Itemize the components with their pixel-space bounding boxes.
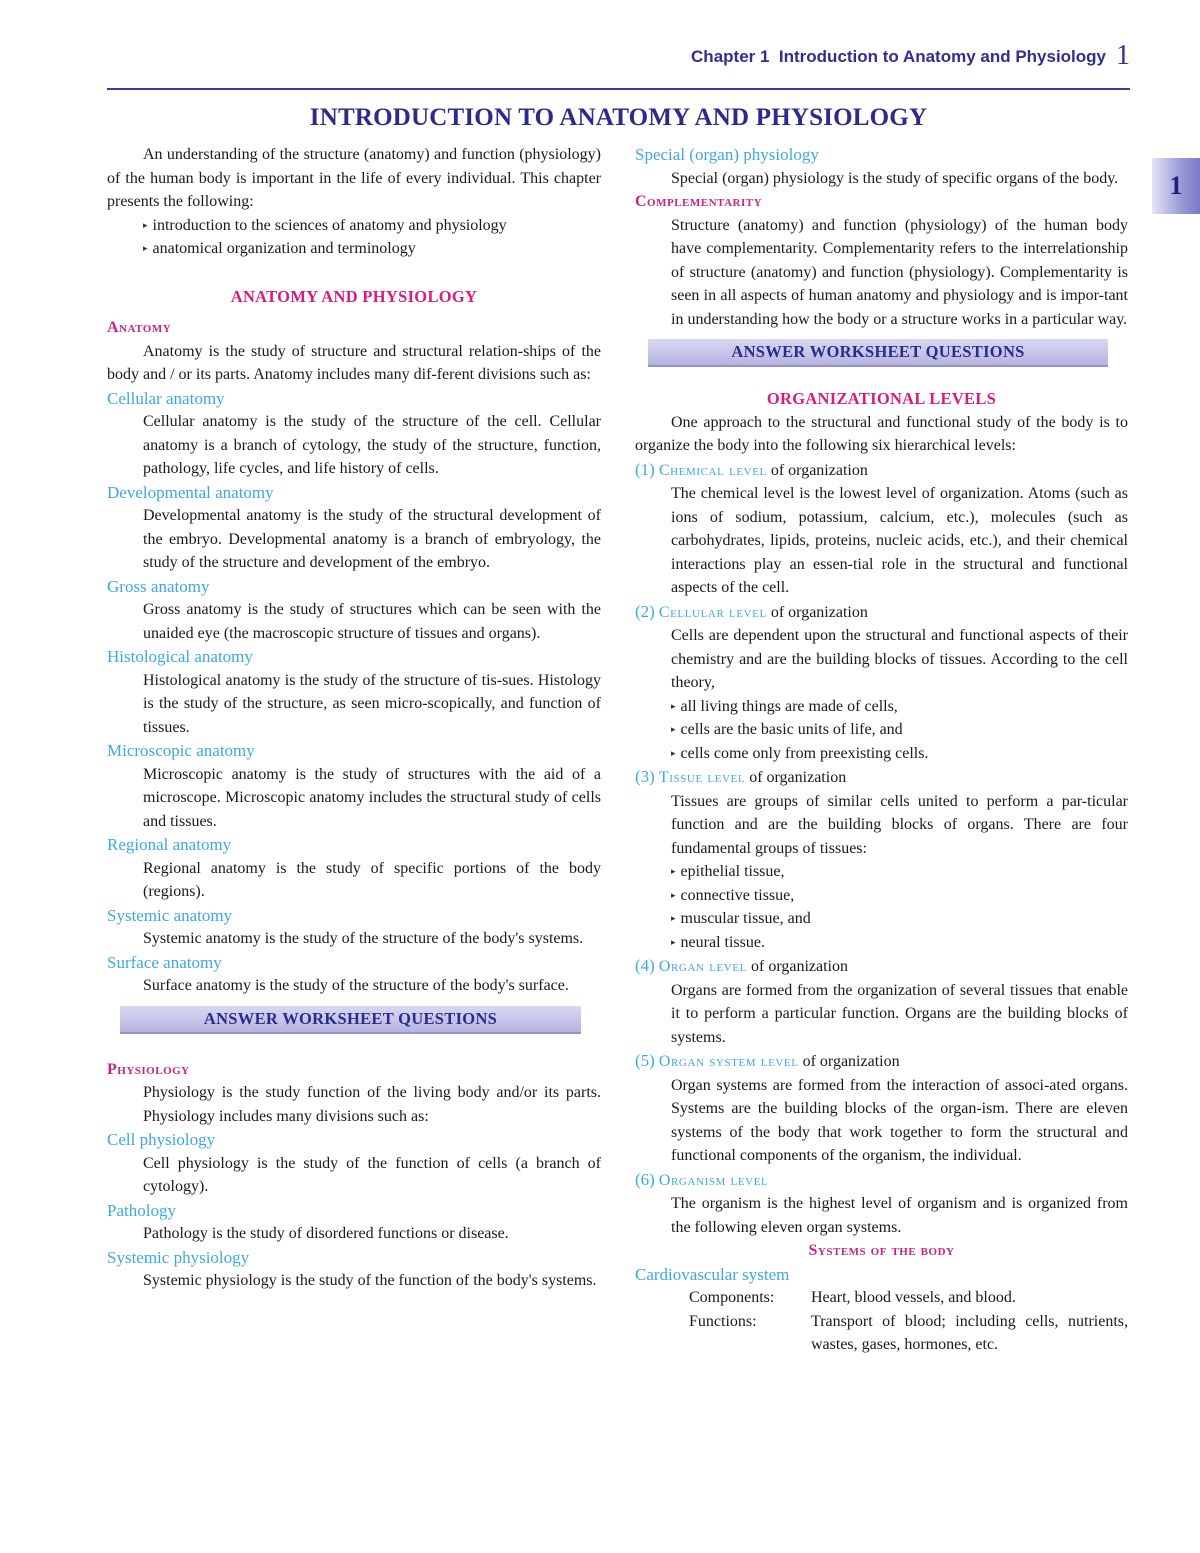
anatomy-text: Anatomy is the study of structure and structural relation-ships of the body and / or its parts. Anatomy includes many dif-ferent divisions such as: bbox=[107, 342, 601, 383]
division-title: Developmental anatomy bbox=[107, 482, 274, 502]
complementarity-label: Complementarity bbox=[635, 193, 763, 210]
components-label: Components: bbox=[689, 1289, 775, 1306]
section-heading-anatomy-physiology: ANATOMY AND PHYSIOLOGY bbox=[230, 286, 478, 306]
level-text: Tissues are groups of similar cells united to perform a par-ticular function and are the building blocks of organs. There are four fundamental groups of tissues: bbox=[671, 792, 1128, 857]
level-heading: (1) Chemical level of organization bbox=[635, 459, 868, 479]
physiology-label: Physiology bbox=[107, 1060, 190, 1078]
bullet-icon: ▸ bbox=[671, 747, 676, 758]
bullet-icon: ▸ bbox=[671, 866, 676, 876]
division-title: Special (organ) physiology bbox=[635, 145, 819, 164]
level-heading: (4) Organ level of organization bbox=[635, 956, 848, 975]
division-text: Systemic anatomy is the study of the structure of the body's systems. bbox=[143, 930, 584, 947]
division-title: Systemic anatomy bbox=[107, 905, 233, 925]
list-item: ▸ introduction to the sciences of anatomy and physiology bbox=[143, 216, 507, 234]
division-title: Systemic physiology bbox=[107, 1247, 250, 1267]
functions-label: Functions: bbox=[689, 1312, 757, 1330]
list-item: ▸ connective tissue, bbox=[671, 886, 795, 904]
list-item: ▸ muscular tissue, and bbox=[671, 910, 811, 927]
list-item: ▸ epithelial tissue, bbox=[671, 863, 785, 880]
components-value: Heart, blood vessels, and blood. bbox=[811, 1289, 1016, 1306]
systems-heading: Systems of the body bbox=[808, 1242, 955, 1259]
bullet-icon: ▸ bbox=[671, 936, 676, 947]
division-title: Histological anatomy bbox=[107, 647, 253, 666]
level-heading: (3) Tissue level of organization bbox=[635, 767, 847, 786]
functions-row bbox=[635, 1310, 1128, 1357]
bullet-icon: ▸ bbox=[671, 889, 676, 900]
division-text: Regional anatomy is the study of specific portions of the body (regions). bbox=[143, 859, 601, 900]
bullet-icon: ▸ bbox=[143, 243, 148, 253]
division-title: Cellular anatomy bbox=[107, 388, 225, 408]
division-text: Histological anatomy is the study of the structure of tis-sues. Histology is the study of the structure, as seen micro-scopically, and function of tissues. bbox=[143, 671, 601, 736]
division-title: Surface anatomy bbox=[107, 952, 222, 972]
list-item: ▸ all living things are made of cells, bbox=[671, 697, 898, 715]
right-column bbox=[635, 143, 1128, 1357]
list-item: ▸ anatomical organization and terminology bbox=[143, 240, 416, 257]
division-text: Special (organ) physiology is the study of specific organs of the body. bbox=[671, 169, 1119, 187]
list-item: ▸ cells come only from preexisting cells. bbox=[671, 744, 929, 762]
bullet-icon: ▸ bbox=[143, 219, 148, 230]
organizational-intro: One approach to the structural and functional study of the body is to organize the body into the following six hierarchical levels: bbox=[635, 413, 1128, 454]
page-number: 1 bbox=[1116, 40, 1130, 71]
level-heading: (5) Organ system level of organization bbox=[635, 1051, 900, 1070]
intro-text: An understanding of the structure (anatomy) and function (physiology) of the human body is important in the life of every individual. This chapter presents the following: bbox=[107, 146, 601, 210]
section-heading-organizational-levels: ORGANIZATIONAL LEVELS bbox=[766, 389, 997, 408]
list-item: ▸ cells are the basic units of life, and bbox=[671, 721, 903, 738]
running-header bbox=[0, 40, 1130, 72]
level-text: Organ systems are formed from the interaction of associ-ated organs. Systems are the building blocks of the organ-ism. There are eleven systems of the body that work together to form the structural and functional components of the organism, the individual. bbox=[671, 1076, 1128, 1164]
division-title: Pathology bbox=[107, 1200, 176, 1220]
system-title: Cardiovascular system bbox=[635, 1264, 790, 1284]
division-text: Cell physiology is the study of the function of cells (a branch of cytology). bbox=[143, 1154, 601, 1195]
level-heading: (6) Organism level bbox=[635, 1169, 769, 1189]
level-text: Organs are formed from the organization of several tissues that enable it to perform a particular function. Organs are the building blocks of systems. bbox=[671, 981, 1128, 1046]
anatomy-label: Anatomy bbox=[107, 319, 172, 336]
functions-value: Transport of blood; including cells, nutrients, wastes, gases, hormones, etc. bbox=[811, 1312, 1128, 1353]
division-text: Developmental anatomy is the study of the structural development of the embryo. Developmental anatomy is a branch of embryology, the study of the structure and development of the embryo. bbox=[143, 507, 601, 571]
physiology-text: Physiology is the study function of the living body and/or its parts. Physiology includes many divisions such as: bbox=[143, 1084, 601, 1125]
level-text: Cells are dependent upon the structural and functional aspects of their chemistry and are the building blocks of tissues. According to the cell theory, bbox=[671, 627, 1128, 691]
header-rule bbox=[107, 88, 1130, 90]
division-text: Systemic physiology is the study of the function of the body's systems. bbox=[143, 1272, 597, 1289]
division-text: Gross anatomy is the study of structures which can be seen with the unaided eye (the macroscopic structure of tissues and organs). bbox=[143, 601, 601, 642]
chapter-tab: 1 bbox=[1152, 158, 1200, 214]
components-row bbox=[635, 1286, 1128, 1310]
level-heading: (2) Cellular level of organization bbox=[635, 601, 868, 621]
list-item: ▸ neural tissue. bbox=[671, 933, 765, 951]
bullet-icon: ▸ bbox=[671, 700, 676, 711]
left-column bbox=[107, 143, 601, 1293]
division-text: Pathology is the study of disordered functions or disease. bbox=[143, 1225, 509, 1242]
level-text: The organism is the highest level of organism and is organized from the following eleven organ systems. bbox=[671, 1195, 1128, 1236]
complementarity-text: Structure (anatomy) and function (physiology) of the human body have complementarity. Complementarity refers to the interrelationship of structure (anatomy) and function (physiology). Complementarity is seen in all aspects of human anatomy and physiology and is impor-tant in understanding how the body or a structure works in a particular way. bbox=[671, 216, 1128, 328]
page-title: INTRODUCTION TO ANATOMY AND PHYSIOLOGY bbox=[309, 104, 928, 131]
division-title: Cell physiology bbox=[107, 1130, 216, 1149]
division-text: Surface anatomy is the study of the structure of the body's surface. bbox=[143, 977, 569, 994]
division-title: Gross anatomy bbox=[107, 576, 210, 596]
header-chapter: Chapter 1 bbox=[691, 47, 770, 66]
bullet-icon: ▸ bbox=[671, 724, 676, 734]
bullet-icon: ▸ bbox=[671, 913, 676, 923]
answer-worksheet-button-2[interactable]: ANSWER WORKSHEET QUESTIONS bbox=[648, 339, 1108, 367]
header-title: Introduction to Anatomy and Physiology bbox=[778, 47, 1106, 66]
division-title: Microscopic anatomy bbox=[107, 741, 255, 760]
answer-worksheet-button[interactable]: ANSWER WORKSHEET QUESTIONS bbox=[120, 1006, 581, 1034]
division-title: Regional anatomy bbox=[107, 835, 232, 854]
division-text: Microscopic anatomy is the study of structures with the aid of a microscope. Microscopic anatomy includes the structural study of cells and tissues. bbox=[143, 765, 601, 830]
level-text: The chemical level is the lowest level of organization. Atoms (such as ions of sodium, potassium, calcium, etc.), molecules (such as carbohydrates, lipids, proteins, nucleic acids, etc.), and their chemical interactions play an essen-tial role in the structural and functional aspects of the cell. bbox=[671, 485, 1128, 596]
division-text: Cellular anatomy is the study of the structure of the cell. Cellular anatomy is a branch of cytology, the study of the structure, function, pathology, life cycles, and life history of cells. bbox=[143, 413, 601, 477]
